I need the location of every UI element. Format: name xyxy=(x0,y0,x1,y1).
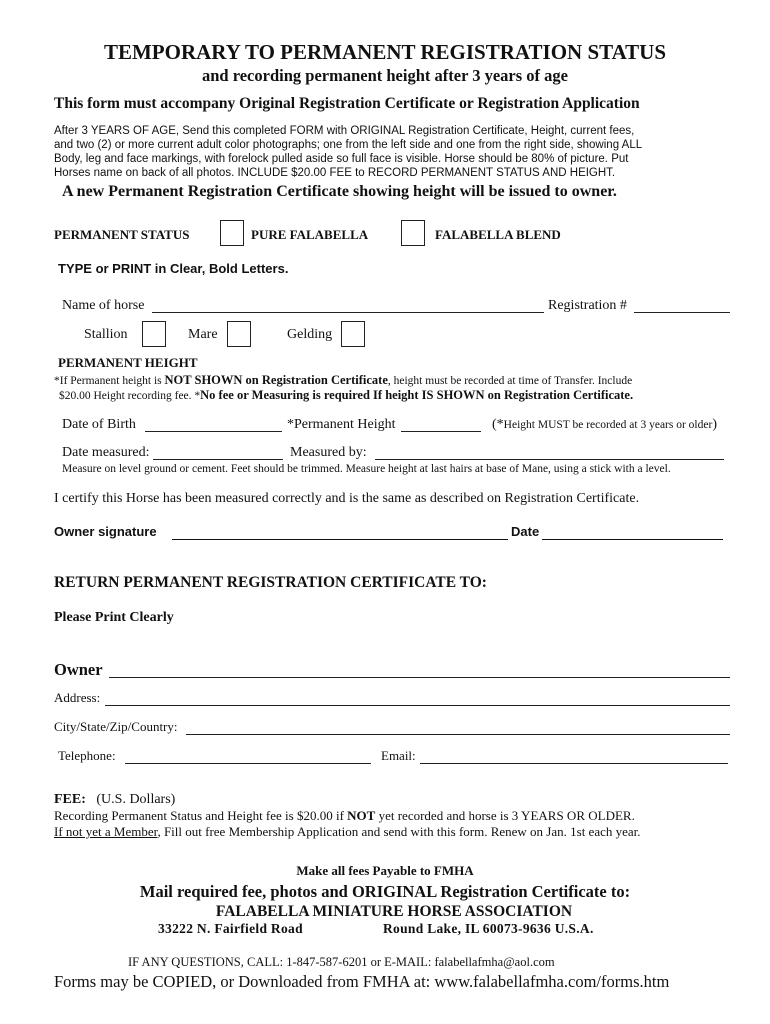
gelding-label: Gelding xyxy=(287,327,333,342)
name-of-horse-field[interactable] xyxy=(152,312,544,313)
owner-signature-label: Owner signature xyxy=(54,524,157,539)
registration-number-field[interactable] xyxy=(634,312,730,313)
form-title: TEMPORARY TO PERMANENT REGISTRATION STATUS xyxy=(103,40,667,64)
permanent-height-label: *Permanent Height xyxy=(287,417,396,432)
instruction-line: Horses name on back of all photos. INCLUDE $20.00 FEE to RECORD PERMANENT STATUS AND HEIGHT. xyxy=(54,167,616,179)
fee-line-2: If not yet a Member, Fill out free Membership Application and send with this form. Renew on Jan. 1st each year. xyxy=(54,824,641,839)
street-address: 33222 N. Fairfield Road xyxy=(158,921,303,936)
address-field[interactable] xyxy=(105,705,730,706)
owner-label: Owner xyxy=(54,660,103,679)
fee-heading: FEE: (U.S. Dollars) xyxy=(54,792,176,807)
registration-number-label: Registration # xyxy=(548,298,627,313)
new-certificate-note: A new Permanent Registration Certificate showing height will be issued to owner. xyxy=(62,183,617,200)
date-of-birth-field[interactable] xyxy=(145,431,282,432)
print-clearly-note: Please Print Clearly xyxy=(54,610,174,625)
email-label: Email: xyxy=(381,748,416,763)
email-field[interactable] xyxy=(420,763,728,764)
certify-statement: I certify this Horse has been measured correctly and is the same as described on Registration Certificate. xyxy=(54,491,640,506)
contact-info: IF ANY QUESTIONS, CALL: 1-847-587-6201 or E-MAIL: falabellafmha@aol.com xyxy=(128,955,555,969)
fee-line-1: Recording Permanent Status and Height fee is $20.00 if NOT yet recorded and horse is 3 YEARS OR OLDER. xyxy=(54,808,635,823)
date-measured-label: Date measured: xyxy=(62,445,150,460)
falabella-blend-checkbox[interactable] xyxy=(401,220,425,246)
city-state-zip-label: City/State/Zip/Country: xyxy=(54,719,178,734)
height-age-note: (*Height MUST be recorded at 3 years or older) xyxy=(492,417,717,432)
signature-date-field[interactable] xyxy=(542,539,723,540)
signature-date-label: Date xyxy=(511,524,540,539)
falabella-blend-label: FALABELLA BLEND xyxy=(435,227,561,242)
pure-falabella-label: PURE FALABELLA xyxy=(251,227,369,242)
mail-instructions: Mail required fee, photos and ORIGINAL Registration Certificate to: xyxy=(139,882,631,901)
association-name: FALABELLA MINIATURE HORSE ASSOCIATION xyxy=(215,903,573,920)
payable-note: Make all fees Payable to FMHA xyxy=(296,863,474,878)
type-print-note: TYPE or PRINT in Clear, Bold Letters. xyxy=(58,261,289,276)
mare-label: Mare xyxy=(188,327,218,342)
gelding-checkbox[interactable] xyxy=(341,321,365,347)
instruction-line: and two (2) or more current adult color photographs; one from the left side and one from the right side, showing ALL xyxy=(54,139,643,151)
owner-signature-field[interactable] xyxy=(172,539,508,540)
permanent-status-label: PERMANENT STATUS xyxy=(54,227,190,242)
return-heading: RETURN PERMANENT REGISTRATION CERTIFICATE TO: xyxy=(54,574,487,591)
telephone-label: Telephone: xyxy=(58,748,116,763)
city-address: Round Lake, IL 60073-9636 U.S.A. xyxy=(383,921,594,936)
owner-field[interactable] xyxy=(109,677,730,678)
telephone-field[interactable] xyxy=(125,763,371,764)
forms-download-note: Forms may be COPIED, or Downloaded from FMHA at: www.falabellafmha.com/forms.htm xyxy=(54,972,670,991)
measure-instructions: Measure on level ground or cement. Feet should be trimmed. Measure height at last hairs at base of Mane, using a stick with a level. xyxy=(62,463,671,475)
measured-by-label: Measured by: xyxy=(290,445,367,460)
name-of-horse-label: Name of horse xyxy=(62,298,145,313)
accompany-note: This form must accompany Original Registration Certificate or Registration Application xyxy=(54,95,640,112)
height-note-1: *If Permanent height is NOT SHOWN on Registration Certificate, height must be recorded at time of Transfer. Include xyxy=(54,373,633,387)
pure-falabella-checkbox[interactable] xyxy=(220,220,244,246)
instruction-line: Body, leg and face markings, with forelock pulled aside so full face is visible. Horse should be 80% of picture. Put xyxy=(54,153,629,165)
stallion-label: Stallion xyxy=(84,327,128,342)
height-note-2: $20.00 Height recording fee. *No fee or Measuring is required If height IS SHOWN on Registration Certificate. xyxy=(59,388,634,402)
date-measured-field[interactable] xyxy=(153,459,283,460)
form-subtitle: and recording permanent height after 3 years of age xyxy=(201,66,568,85)
permanent-height-heading: PERMANENT HEIGHT xyxy=(58,355,198,370)
city-state-zip-field[interactable] xyxy=(186,734,730,735)
mare-checkbox[interactable] xyxy=(227,321,251,347)
measured-by-field[interactable] xyxy=(375,459,724,460)
instruction-line: After 3 YEARS OF AGE, Send this completed FORM with ORIGINAL Registration Certificate, Height, current fees, xyxy=(54,125,635,137)
address-label: Address: xyxy=(54,690,101,705)
permanent-height-field[interactable] xyxy=(401,431,481,432)
stallion-checkbox[interactable] xyxy=(142,321,166,347)
date-of-birth-label: Date of Birth xyxy=(62,417,136,432)
